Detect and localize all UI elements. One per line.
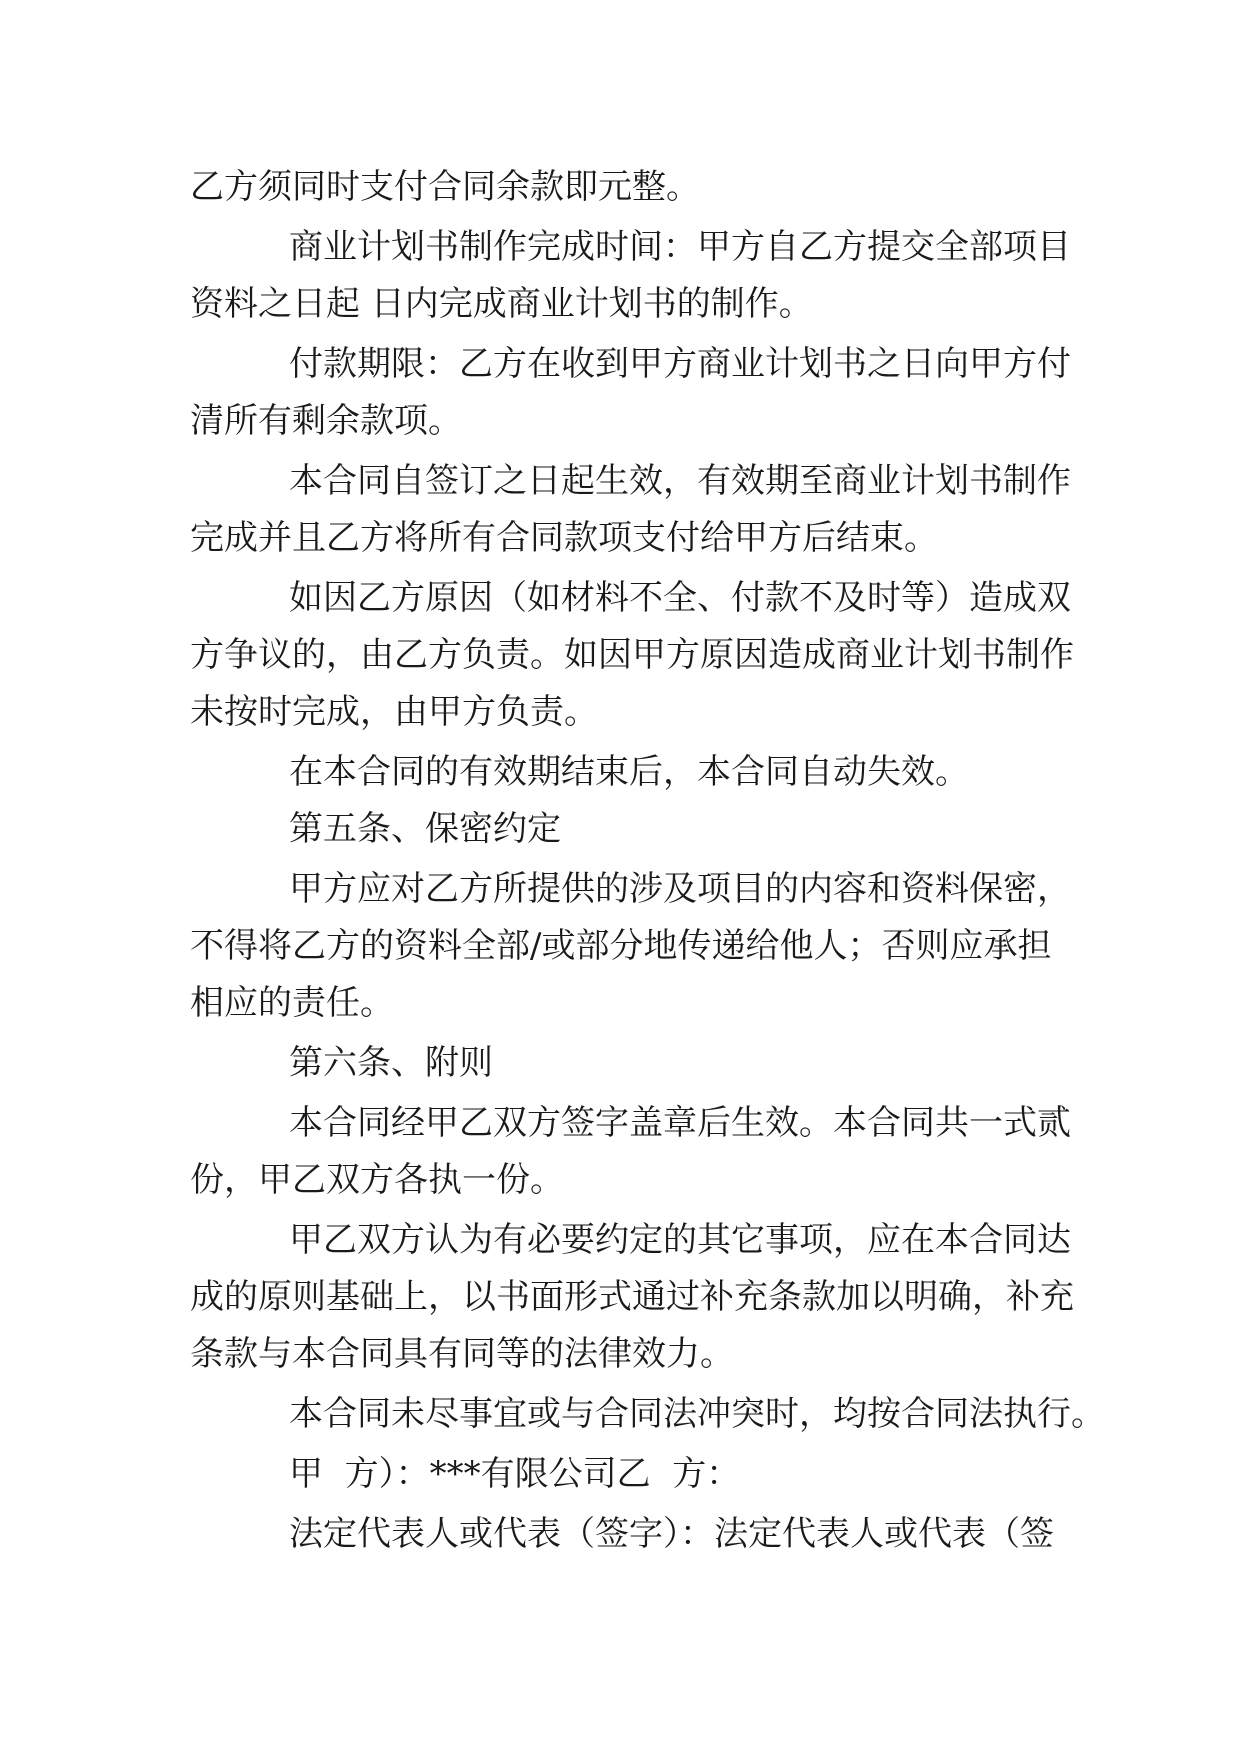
paragraph-line <box>0 1390 1241 1438</box>
paragraph-line <box>0 457 1241 505</box>
section-heading <box>0 1039 1241 1087</box>
section-heading-text: 第五条、保密约定 <box>289 809 561 849</box>
paragraph-line <box>0 979 1241 1027</box>
text-line: 份，甲乙双方各执一份。 <box>190 1160 564 1200</box>
text-line: 完成并且乙方将所有合同款项支付给甲方后结束。 <box>190 518 938 558</box>
text-line: 甲方应对乙方所提供的涉及项目的内容和资料保密， <box>289 869 1071 909</box>
paragraph-line <box>0 1216 1241 1264</box>
paragraph-line <box>0 280 1241 328</box>
section-heading-text: 第六条、附则 <box>289 1043 493 1083</box>
paragraph-line <box>0 1156 1241 1204</box>
text-line: 本合同自签订之日起生效，有效期至商业计划书制作 <box>289 461 1071 501</box>
text-line: 相应的责任。 <box>190 983 394 1023</box>
text-line: 商业计划书制作完成时间：甲方自乙方提交全部项目 <box>289 227 1071 267</box>
paragraph-line <box>0 397 1241 445</box>
text-line: 乙方须同时支付合同余款即元整。 <box>190 167 700 207</box>
signature-representative-line <box>0 1510 1241 1558</box>
text-line: 未按时完成，由甲方负责。 <box>190 692 598 732</box>
paragraph-line <box>0 631 1241 679</box>
text-line: 清所有剩余款项。 <box>190 401 462 441</box>
text-line: 本合同未尽事宜或与合同法冲突时，均按合同法执行。 <box>289 1394 1105 1434</box>
paragraph-line <box>0 922 1241 970</box>
paragraph-line <box>0 865 1241 913</box>
paragraph-line <box>0 340 1241 388</box>
text-line: 成的原则基础上，以书面形式通过补充条款加以明确，补充 <box>190 1277 1074 1317</box>
signature-parties-line <box>0 1450 1241 1498</box>
text-line: 资料之日起 日内完成商业计划书的制作。 <box>190 284 813 324</box>
section-heading <box>0 805 1241 853</box>
text-line: 条款与本合同具有同等的法律效力。 <box>190 1334 734 1374</box>
text-line: 付款期限：乙方在收到甲方商业计划书之日向甲方付 <box>289 344 1071 384</box>
text-line: 法定代表人或代表（签字）：法定代表人或代表（签 <box>289 1514 1054 1554</box>
paragraph-line <box>0 163 1241 211</box>
text-line: 本合同经甲乙双方签字盖章后生效。本合同共一式贰 <box>289 1103 1071 1143</box>
text-line: 在本合同的有效期结束后，本合同自动失效。 <box>289 752 969 792</box>
paragraph-line <box>0 223 1241 271</box>
paragraph-line <box>0 1099 1241 1147</box>
text-line: 方争议的，由乙方负责。如因甲方原因造成商业计划书制作 <box>190 635 1074 675</box>
paragraph-line <box>0 748 1241 796</box>
text-line: 如因乙方原因（如材料不全、付款不及时等）造成双 <box>289 578 1071 618</box>
text-line: 甲 方）：***有限公司乙 方： <box>289 1454 741 1494</box>
paragraph-line <box>0 1273 1241 1321</box>
paragraph-line <box>0 688 1241 736</box>
text-line: 不得将乙方的资料全部/或部分地传递给他人；否则应承担 <box>190 926 1052 966</box>
text-line: 甲乙双方认为有必要约定的其它事项，应在本合同达 <box>289 1220 1071 1260</box>
paragraph-line <box>0 514 1241 562</box>
paragraph-line <box>0 574 1241 622</box>
paragraph-line <box>0 1330 1241 1378</box>
